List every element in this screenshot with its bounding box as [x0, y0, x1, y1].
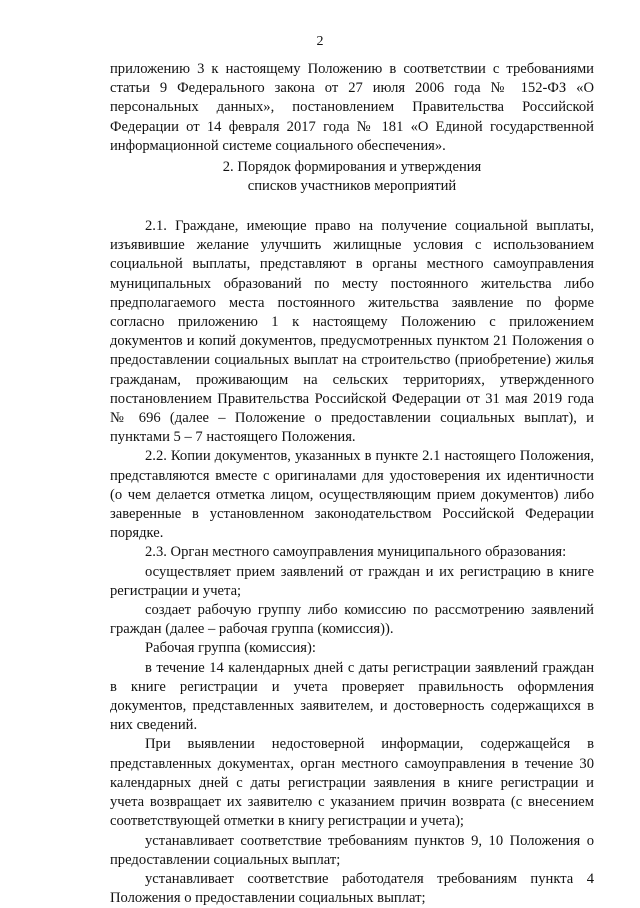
paragraph-invalid-info: При выявлении недостоверной информации, содержащейся в представленных документах, орган местного самоуправления в течение 30 календарных дней с даты регистрации заявления в книге регистрации и учета возвращает их заявителю с указанием причин возврата (с внесением соответствующей отметки в книгу регистрации и учета); — [110, 736, 594, 830]
paragraph-receive-applications: осуществляет прием заявлений от граждан и их регистрацию в книге регистрации и учета; — [110, 563, 594, 599]
paragraph-14-days-check: в течение 14 календарных дней с даты регистрации заявлений граждан в книге регистрации и учета проверяет правильность оформления документов, представленных заявителем, и достоверность содержащихся в них сведений. — [110, 659, 594, 734]
paragraph-2-2: 2.2. Копии документов, указанных в пункте 2.1 настоящего Положения, представляются вместе с оригиналами для удостоверения их идентичности (о чем делается отметка лицом, осуществляющим прием документов) либо заверенные в установленном законодательством Российской Федерации порядке. — [110, 448, 594, 542]
page-number: 2 — [316, 34, 324, 49]
intro-paragraph: приложению 3 к настоящему Положению в соответствии с требованиями статьи 9 Федерального закона от 27 июля 2006 года № 152-ФЗ «О персональных данных», постановлением Правительства Российской Федерации от 14 февраля 2017 года № 181 «О Единой государственной информационной системе социального обеспечения». — [110, 61, 594, 154]
paragraph-points-9-10: устанавливает соответствие требованиям пунктов 9, 10 Положения о предоставлении социальных выплат; — [110, 832, 594, 868]
paragraph-working-group-heading: Рабочая группа (комиссия): — [145, 640, 316, 657]
section-body — [110, 217, 594, 908]
intro-block — [110, 60, 594, 156]
paragraph-2-1: 2.1. Граждане, имеющие право на получение социальной выплаты, изъявившие желание улучшить жилищные условия с использованием социальной выплаты, представляют в органы местного самоуправления муниципальных образований по месту постоянного жительства либо предполагаемого места постоянного жительства заявление по форме согласно приложению 1 к настоящему Положению с приложением документов и копий документов, предусмотренных пунктом 21 Положения о предоставлении социальных выплат на строительство (приобретение) жилья гражданам, проживающим на сельских территориях, утвержденного постановлением Правительства Российской Федерации от 31 мая 2019 года № 696 (далее – Положение о предоставлении социальных выплат), и пунктами 5 – 7 настоящего Положения. — [110, 218, 594, 446]
paragraph-working-group: создает рабочую группу либо комиссию по рассмотрению заявлений граждан (далее – рабочая группа (комиссия)). — [110, 602, 594, 638]
section-heading — [110, 158, 594, 197]
section-title-line-1: 2. Порядок формирования и утверждения — [222, 159, 482, 175]
section-title-line-2: списков участников мероприятий — [247, 178, 457, 195]
paragraph-2-3: 2.3. Орган местного самоуправления муниципального образования: — [145, 544, 567, 561]
paragraph-employer-point-4: устанавливает соответствие работодателя требованиям пункта 4 Положения о предоставлении социальных выплат; — [110, 870, 594, 907]
